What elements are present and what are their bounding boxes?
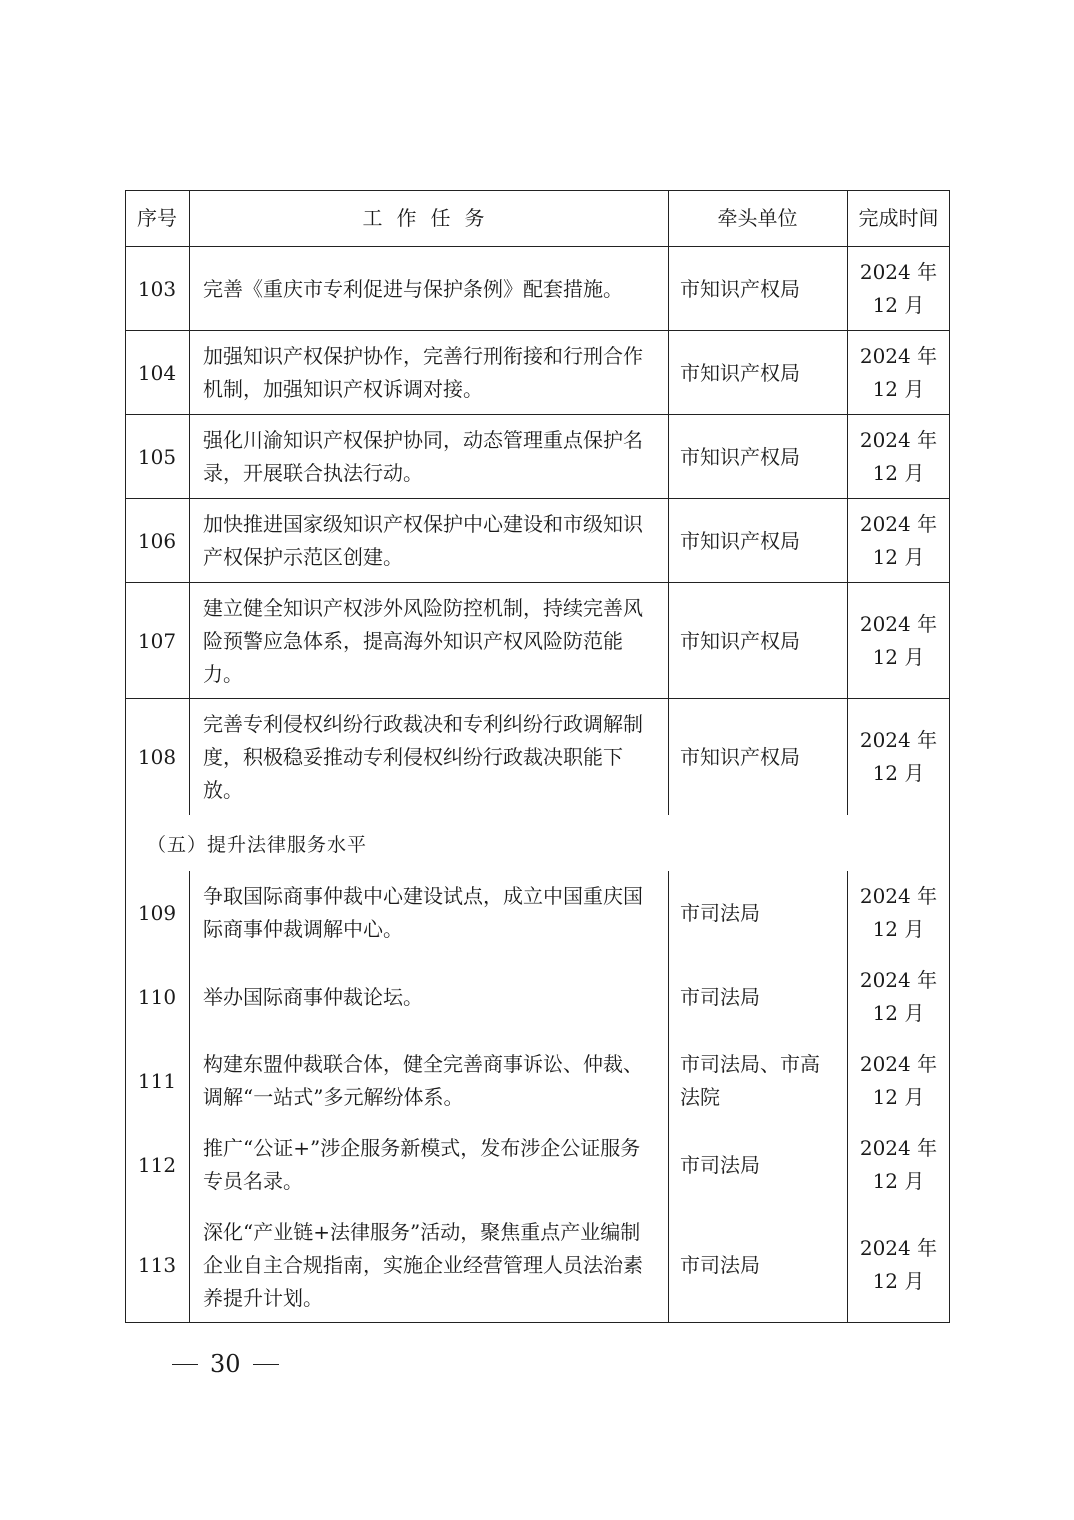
section-heading-row bbox=[125, 815, 950, 871]
row-task: 完善《重庆市专利促进与保护条例》配套措施。 bbox=[203, 276, 623, 301]
row-date-year: 2024 年 bbox=[859, 260, 938, 284]
row-date-year: 2024 年 bbox=[859, 612, 938, 636]
table-row bbox=[125, 247, 950, 331]
row-date-month: 12 月 bbox=[872, 917, 925, 941]
row-date-month: 12 月 bbox=[872, 1169, 925, 1193]
row-task: 加快推进国家级知识产权保护中心建设和市级知识产权保护示范区创建。 bbox=[203, 512, 643, 569]
row-date-month: 12 月 bbox=[872, 1001, 925, 1025]
row-task: 举办国际商事仲裁论坛。 bbox=[203, 984, 423, 1009]
row-date bbox=[847, 583, 950, 699]
row-date-month: 12 月 bbox=[872, 293, 925, 317]
row-unit: 市知识产权局 bbox=[680, 628, 800, 653]
row-unit: 市司法局 bbox=[680, 900, 760, 925]
row-date-year: 2024 年 bbox=[859, 428, 938, 452]
row-index: 113 bbox=[137, 1252, 177, 1277]
page-number-value: 30 bbox=[210, 1350, 241, 1378]
row-date bbox=[847, 699, 950, 815]
row-date-year: 2024 年 bbox=[859, 728, 938, 752]
row-task: 构建东盟仲裁联合体，健全完善商事诉讼、仲裁、调解“一站式”多元解纷体系。 bbox=[203, 1052, 643, 1109]
row-date-month: 12 月 bbox=[872, 1269, 925, 1293]
row-task: 深化“产业链+法律服务”活动，聚焦重点产业编制企业自主合规指南，实施企业经营管理人员法治素养提升计划。 bbox=[203, 1219, 643, 1310]
row-task: 争取国际商事仲裁中心建设试点，成立中国重庆国际商事仲裁调解中心。 bbox=[203, 884, 643, 941]
row-date-year: 2024 年 bbox=[859, 344, 938, 368]
table-row bbox=[125, 415, 950, 499]
row-date-month: 12 月 bbox=[872, 377, 925, 401]
row-unit: 市知识产权局 bbox=[680, 528, 800, 553]
table-upper-block bbox=[125, 190, 950, 815]
row-date-year: 2024 年 bbox=[859, 512, 938, 536]
table-row bbox=[125, 1123, 950, 1207]
page-number bbox=[172, 1350, 279, 1378]
row-index: 103 bbox=[137, 276, 177, 301]
row-date-year: 2024 年 bbox=[859, 968, 938, 992]
row-index: 110 bbox=[137, 984, 177, 1009]
table-row bbox=[125, 1039, 950, 1123]
section-title: （五）提升法律服务水平 bbox=[147, 833, 368, 856]
row-index: 109 bbox=[137, 900, 177, 925]
row-unit: 市知识产权局 bbox=[680, 444, 800, 469]
row-unit: 市知识产权局 bbox=[680, 360, 800, 385]
page-number-dash-right bbox=[253, 1364, 279, 1365]
table-lower-block bbox=[125, 871, 950, 1323]
row-date bbox=[847, 1039, 950, 1123]
row-index: 105 bbox=[137, 444, 177, 469]
row-index: 111 bbox=[137, 1068, 177, 1093]
header-date: 完成时间 bbox=[858, 206, 939, 230]
task-table bbox=[125, 190, 950, 1323]
row-unit: 市知识产权局 bbox=[680, 276, 800, 301]
row-index: 112 bbox=[137, 1152, 177, 1177]
row-date-month: 12 月 bbox=[872, 1085, 925, 1109]
row-task: 强化川渝知识产权保护协同，动态管理重点保护名录，开展联合执法行动。 bbox=[203, 428, 643, 485]
row-unit: 市司法局 bbox=[680, 984, 760, 1009]
row-date bbox=[847, 1123, 950, 1207]
header-index: 序号 bbox=[137, 206, 177, 230]
row-task: 加强知识产权保护协作，完善行刑衔接和行刑合作机制，加强知识产权诉调对接。 bbox=[203, 344, 643, 401]
header-unit: 牵头单位 bbox=[717, 206, 798, 230]
row-unit: 市司法局、市高法院 bbox=[680, 1052, 820, 1109]
row-date bbox=[847, 955, 950, 1039]
table-row bbox=[125, 1207, 950, 1323]
row-date-year: 2024 年 bbox=[859, 1136, 938, 1160]
row-date-month: 12 月 bbox=[872, 645, 925, 669]
row-task: 完善专利侵权纠纷行政裁决和专利纠纷行政调解制度，积极稳妥推动专利侵权纠纷行政裁决职能下放。 bbox=[203, 711, 643, 802]
row-date bbox=[847, 499, 950, 583]
row-index: 108 bbox=[137, 744, 177, 769]
row-date bbox=[847, 247, 950, 331]
row-date bbox=[847, 415, 950, 499]
row-task: 建立健全知识产权涉外风险防控机制，持续完善风险预警应急体系，提高海外知识产权风险防范能力。 bbox=[203, 595, 643, 686]
table-row bbox=[125, 499, 950, 583]
row-date-year: 2024 年 bbox=[859, 1052, 938, 1076]
row-date-year: 2024 年 bbox=[859, 884, 938, 908]
table-header-row bbox=[125, 190, 950, 247]
table-row bbox=[125, 331, 950, 415]
row-unit: 市司法局 bbox=[680, 1152, 760, 1177]
table-row bbox=[125, 583, 950, 699]
header-task: 工作任务 bbox=[362, 206, 499, 230]
page-number-dash-left bbox=[172, 1364, 198, 1365]
row-date bbox=[847, 331, 950, 415]
table-row bbox=[125, 955, 950, 1039]
row-date-month: 12 月 bbox=[872, 545, 925, 569]
row-unit: 市知识产权局 bbox=[680, 744, 800, 769]
table-row bbox=[125, 699, 950, 815]
row-unit: 市司法局 bbox=[680, 1252, 760, 1277]
row-index: 106 bbox=[137, 528, 177, 553]
row-date-month: 12 月 bbox=[872, 461, 925, 485]
row-date-year: 2024 年 bbox=[859, 1236, 938, 1260]
row-date bbox=[847, 871, 950, 955]
row-date bbox=[847, 1207, 950, 1323]
row-index: 107 bbox=[137, 628, 177, 653]
row-date-month: 12 月 bbox=[872, 761, 925, 785]
row-task: 推广“公证+”涉企服务新模式，发布涉企公证服务专员名录。 bbox=[203, 1136, 641, 1193]
row-index: 104 bbox=[137, 360, 177, 385]
table-row bbox=[125, 871, 950, 955]
